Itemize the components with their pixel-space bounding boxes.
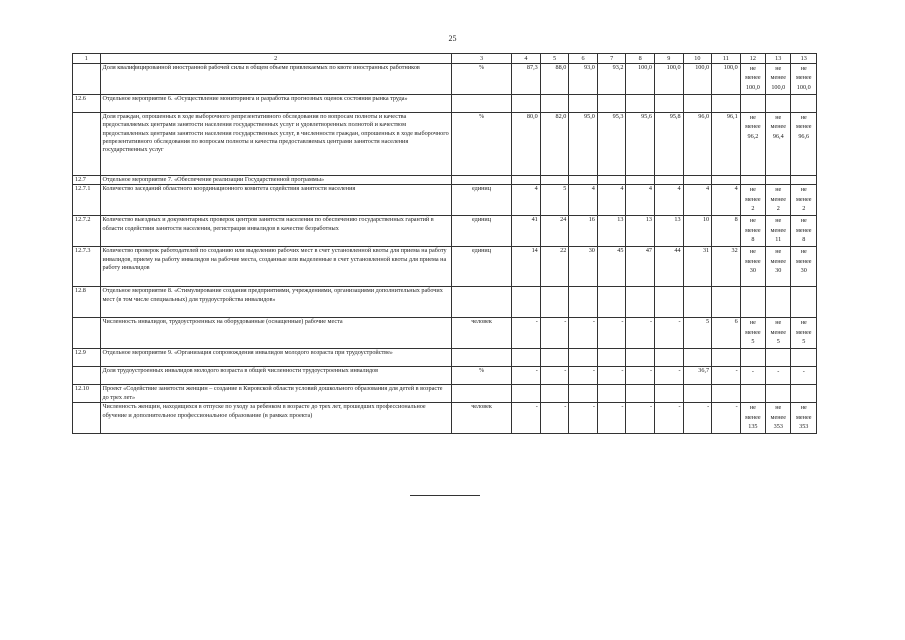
value-cell: 95,8 (655, 113, 684, 176)
value-cell: 4 (683, 185, 712, 216)
value-cell: 44 (655, 247, 684, 287)
target-line: не (749, 217, 756, 225)
target-line: 2 (776, 204, 780, 212)
value-cell: 16 (569, 216, 598, 247)
target-cell (766, 287, 791, 318)
value-cell: 47 (626, 247, 655, 287)
target-cell (766, 176, 791, 185)
target-line: менее (745, 123, 761, 131)
value-cell: 24 (540, 216, 569, 247)
unit-cell: человек (451, 403, 511, 434)
row-number: 12.8 (73, 287, 101, 318)
target-line: 96,2 (747, 132, 759, 140)
row-number: 12.10 (73, 385, 101, 403)
value-cell: 6 (712, 318, 741, 349)
target-line: 96,4 (772, 132, 784, 140)
target-line: не (749, 319, 756, 327)
indicator-row (73, 185, 817, 216)
value-cell: - (626, 318, 655, 349)
column-number-12: 12 (740, 54, 765, 64)
value-cell (683, 95, 712, 113)
section-row (73, 287, 817, 318)
unit-cell (451, 176, 511, 185)
column-number-7: 7 (597, 54, 626, 64)
indicator-row (73, 403, 817, 434)
column-number-4: 4 (512, 54, 541, 64)
indicator-name: Доля трудоустроенных инвалидов молодого возраста в общей численности трудоустроенных инвалидов (100, 367, 451, 385)
target-cell (766, 113, 791, 176)
value-cell (712, 385, 741, 403)
value-cell: 5 (540, 185, 569, 216)
value-cell: - (626, 367, 655, 385)
indicator-row (73, 216, 817, 247)
value-cell (712, 287, 741, 318)
target-line: не (775, 217, 782, 225)
target-line: 100,0 (745, 83, 760, 91)
target-cell (791, 385, 817, 403)
row-number: 12.7.3 (73, 247, 101, 287)
target-cell (740, 247, 765, 287)
target-line: менее (770, 226, 786, 234)
target-line: 135 (748, 422, 758, 430)
target-line: менее (770, 413, 786, 421)
target-line: менее (796, 195, 812, 203)
value-cell (512, 349, 541, 367)
value-cell (569, 349, 598, 367)
unit-cell: единиц (451, 185, 511, 216)
indicator-row (73, 318, 817, 349)
value-cell (655, 95, 684, 113)
value-cell: 4 (626, 185, 655, 216)
value-cell (512, 176, 541, 185)
section-row (73, 95, 817, 113)
section-row (73, 176, 817, 185)
value-cell (597, 385, 626, 403)
target-line: менее (745, 413, 761, 421)
value-cell (712, 95, 741, 113)
target-line: 2 (751, 204, 755, 212)
column-number-5: 5 (540, 54, 569, 64)
indicator-table (72, 53, 817, 434)
value-cell: 22 (540, 247, 569, 287)
target-line: - (751, 368, 754, 376)
target-cell (766, 385, 791, 403)
target-line: менее (745, 257, 761, 265)
value-cell: 95,0 (569, 113, 598, 176)
value-cell: 93,2 (597, 64, 626, 95)
target-cell (791, 113, 817, 176)
row-number: 12.7 (73, 176, 101, 185)
value-cell: - (597, 318, 626, 349)
indicator-row (73, 64, 817, 95)
value-cell (626, 385, 655, 403)
target-cell (766, 367, 791, 385)
value-cell: - (512, 367, 541, 385)
value-cell (569, 385, 598, 403)
target-line: не (775, 114, 782, 121)
value-cell: - (597, 403, 626, 434)
target-cell (740, 367, 765, 385)
value-cell: 93,0 (569, 64, 598, 95)
target-cell (791, 247, 817, 287)
target-cell (791, 95, 817, 113)
section-title: Проект «Содействие занятости женщин – создание в Кировской области условий дошкольного образования для детей в возрасте до трех лет» (100, 385, 451, 403)
target-line: 96,6 (798, 132, 810, 140)
value-cell: 100,0 (712, 64, 741, 95)
row-number (73, 113, 101, 176)
table-body (73, 64, 817, 434)
indicator-name: Численность инвалидов, трудоустроенных на оборудованные (оснащенные) рабочие места (100, 318, 451, 349)
value-cell: - (655, 403, 684, 434)
unit-cell: единиц (451, 247, 511, 287)
value-cell: 8 (712, 216, 741, 247)
value-cell (540, 176, 569, 185)
value-cell: 41 (512, 216, 541, 247)
target-line: менее (796, 123, 812, 131)
indicator-name: Количество проверок работодателей по созданию или выделению рабочих мест в счет установленной квоты для приема на работу инвалидов, приему на работу инвалидов на рабочие места, созданные или выделенные в счет установленной квоты для приема на работу инвалидов (100, 247, 451, 287)
target-cell (791, 367, 817, 385)
section-title: Отдельное мероприятие 7. «Обеспечение реализации Государственной программы» (100, 176, 451, 185)
target-line: 11 (775, 235, 782, 243)
value-cell (712, 176, 741, 185)
target-cell (740, 385, 765, 403)
target-line: 8 (751, 235, 755, 243)
target-line: менее (745, 226, 761, 234)
value-cell (540, 95, 569, 113)
unit-cell (451, 95, 511, 113)
value-cell: 31 (683, 247, 712, 287)
target-line: не (749, 248, 756, 256)
value-cell: 4 (712, 185, 741, 216)
target-line: менее (745, 195, 761, 203)
target-line: не (800, 319, 807, 327)
indicator-row (73, 113, 817, 176)
value-cell: 95,6 (626, 113, 655, 176)
target-line: менее (770, 328, 786, 336)
target-line: 5 (751, 337, 755, 345)
value-cell (683, 385, 712, 403)
target-cell (740, 113, 765, 176)
value-cell: - (683, 403, 712, 434)
value-cell (569, 176, 598, 185)
value-cell (655, 349, 684, 367)
value-cell: - (540, 403, 569, 434)
value-cell (655, 287, 684, 318)
value-cell: 100,0 (626, 64, 655, 95)
unit-cell: единиц (451, 216, 511, 247)
column-number-3: 3 (451, 54, 511, 64)
value-cell (512, 287, 541, 318)
column-number-10: 10 (683, 54, 712, 64)
target-line: 100,0 (771, 83, 786, 91)
value-cell: 4 (569, 185, 598, 216)
closing-rule (410, 495, 480, 496)
target-cell (766, 318, 791, 349)
target-line: менее (796, 328, 812, 336)
value-cell: - (655, 318, 684, 349)
value-cell (683, 287, 712, 318)
value-cell (626, 349, 655, 367)
column-number-6: 6 (569, 54, 598, 64)
target-cell (791, 176, 817, 185)
target-cell (766, 247, 791, 287)
value-cell: - (512, 318, 541, 349)
indicator-name: Доля граждан, опрошенных в ходе выборочного репрезентативного обследования по вопросам полноты и качества предоставляемых центрами занятости населения государственных услуг и удовлетворенных полнотой и качеством предоставленных центрами занятости населения государственных услуг, в численности граждан, опрошенных в ходе выборочного репрезентативного обследования по вопросам полноты и качества предоставляемых центрами занятости населения государственных услуг (100, 113, 451, 176)
target-cell (791, 185, 817, 216)
target-cell (791, 349, 817, 367)
value-cell: 13 (655, 216, 684, 247)
target-line: менее (796, 257, 812, 265)
indicator-name: Количество заседаний областного координационного комитета содействия занятости населения (100, 185, 451, 216)
value-cell: 96,1 (712, 113, 741, 176)
unit-cell (451, 385, 511, 403)
unit-cell: % (451, 113, 511, 176)
value-cell: 100,0 (683, 64, 712, 95)
target-line: не (775, 404, 782, 412)
target-cell (740, 95, 765, 113)
target-cell (740, 185, 765, 216)
target-line: менее (770, 257, 786, 265)
value-cell (569, 287, 598, 318)
target-line: менее (796, 413, 812, 421)
target-cell (740, 287, 765, 318)
value-cell: 5 (683, 318, 712, 349)
target-line: не (749, 114, 756, 121)
value-cell (540, 349, 569, 367)
value-cell (597, 95, 626, 113)
row-number (73, 367, 101, 385)
value-cell: 95,3 (597, 113, 626, 176)
value-cell: - (712, 403, 741, 434)
value-cell (626, 95, 655, 113)
value-cell: 13 (597, 216, 626, 247)
target-line: не (800, 217, 807, 225)
column-number-11: 11 (712, 54, 741, 64)
target-line: не (800, 114, 807, 121)
value-cell: - (569, 367, 598, 385)
target-cell (740, 216, 765, 247)
target-cell (740, 403, 765, 434)
indicator-name: Количество выездных и документарных проверок центров занятости населения по обеспечению государственных гарантий в области содействия занятости населения, регистрация инвалидов в качестве безработных (100, 216, 451, 247)
target-line: не (749, 65, 756, 72)
target-cell (791, 318, 817, 349)
row-number: 12.7.2 (73, 216, 101, 247)
value-cell: - (626, 403, 655, 434)
value-cell: 100,0 (655, 64, 684, 95)
value-cell: 14 (512, 247, 541, 287)
target-cell (766, 95, 791, 113)
target-cell (791, 216, 817, 247)
target-line: 5 (802, 337, 806, 345)
value-cell (626, 287, 655, 318)
target-cell (740, 349, 765, 367)
indicator-name: Доля квалифицированной иностранной рабочей силы в общем объеме привлекаемых по квоте иностранных работников (100, 64, 451, 95)
target-line: не (775, 186, 782, 194)
value-cell (655, 176, 684, 185)
target-line: - (802, 368, 805, 376)
value-cell: 32 (712, 247, 741, 287)
target-line: не (800, 186, 807, 194)
unit-cell (451, 287, 511, 318)
target-line: 30 (775, 266, 782, 274)
target-line: менее (770, 123, 786, 131)
value-cell (683, 349, 712, 367)
target-cell (766, 349, 791, 367)
value-cell: 82,0 (540, 113, 569, 176)
value-cell: 4 (655, 185, 684, 216)
unit-cell: % (451, 64, 511, 95)
target-cell (740, 318, 765, 349)
page-number: 25 (448, 34, 457, 43)
value-cell: - (655, 367, 684, 385)
value-cell: - (512, 403, 541, 434)
target-line: менее (745, 74, 761, 82)
column-number-13: 13 (766, 54, 791, 64)
target-cell (791, 287, 817, 318)
target-line: 100,0 (796, 83, 811, 91)
target-line: не (800, 65, 807, 72)
target-line: 2 (802, 204, 806, 212)
value-cell: 30 (569, 247, 598, 287)
section-row (73, 349, 817, 367)
unit-cell (451, 349, 511, 367)
section-title: Отдельное мероприятие 6. «Осуществление мониторинга и разработка прогнозных оценок состояния рынка труда» (100, 95, 451, 113)
value-cell (597, 349, 626, 367)
row-number: 12.9 (73, 349, 101, 367)
target-cell (791, 403, 817, 434)
target-line: не (775, 319, 782, 327)
value-cell: 96,0 (683, 113, 712, 176)
value-cell: 10 (683, 216, 712, 247)
column-number-9: 9 (655, 54, 684, 64)
column-number-row (73, 54, 817, 64)
value-cell (597, 176, 626, 185)
target-cell (791, 64, 817, 95)
value-cell (512, 95, 541, 113)
target-line: 8 (802, 235, 806, 243)
target-cell (766, 216, 791, 247)
target-line: не (775, 248, 782, 256)
value-cell (655, 385, 684, 403)
row-number: 12.7.1 (73, 185, 101, 216)
target-cell (740, 176, 765, 185)
target-line: менее (796, 226, 812, 234)
value-cell: 88,0 (540, 64, 569, 95)
value-cell (569, 95, 598, 113)
target-line: не (749, 186, 756, 194)
value-cell (683, 176, 712, 185)
target-line: не (800, 248, 807, 256)
unit-cell: человек (451, 318, 511, 349)
target-line: менее (770, 74, 786, 82)
row-number (73, 318, 101, 349)
column-number-2: 2 (100, 54, 451, 64)
indicator-row (73, 247, 817, 287)
value-cell: 45 (597, 247, 626, 287)
value-cell (540, 287, 569, 318)
row-number (73, 403, 101, 434)
unit-cell: % (451, 367, 511, 385)
target-line: не (749, 404, 756, 412)
section-title: Отдельное мероприятие 8. «Стимулирование создания предприятиями, учреждениями, организациями дополнительных рабочих мест (в том числе специальных) для трудоустройства инвалидов» (100, 287, 451, 318)
value-cell: 4 (512, 185, 541, 216)
indicator-row (73, 367, 817, 385)
value-cell: - (569, 403, 598, 434)
value-cell: - (712, 367, 741, 385)
column-number-14: 13 (791, 54, 817, 64)
value-cell: 36,7 (683, 367, 712, 385)
section-row (73, 385, 817, 403)
value-cell (712, 349, 741, 367)
value-cell: 13 (626, 216, 655, 247)
target-line: 5 (776, 337, 780, 345)
value-cell: - (597, 367, 626, 385)
row-number (73, 64, 101, 95)
column-number-8: 8 (626, 54, 655, 64)
target-line: не (775, 65, 782, 72)
target-line: менее (745, 328, 761, 336)
target-cell (766, 64, 791, 95)
target-cell (766, 185, 791, 216)
value-cell: 87,3 (512, 64, 541, 95)
target-line: менее (796, 74, 812, 82)
value-cell: 80,0 (512, 113, 541, 176)
value-cell (597, 287, 626, 318)
value-cell (540, 385, 569, 403)
target-cell (740, 64, 765, 95)
target-line: не (800, 404, 807, 412)
target-cell (766, 403, 791, 434)
value-cell (512, 385, 541, 403)
section-title: Отдельное мероприятие 9. «Организация сопровождения инвалидов молодого возраста при трудоустройстве» (100, 349, 451, 367)
target-line: 353 (799, 422, 809, 430)
target-line: 353 (773, 422, 783, 430)
value-cell: - (540, 367, 569, 385)
indicator-name: Численность женщин, находящихся в отпуске по уходу за ребенком в возрасте до трех лет, прошедших профессиональное обучение и дополнительное профессиональное образование (в рамках проекта) (100, 403, 451, 434)
row-number: 12.6 (73, 95, 101, 113)
target-line: - (777, 368, 780, 376)
value-cell: 4 (597, 185, 626, 216)
value-cell: - (569, 318, 598, 349)
target-line: 30 (749, 266, 756, 274)
column-number-1: 1 (73, 54, 101, 64)
value-cell (626, 176, 655, 185)
value-cell: - (540, 318, 569, 349)
target-line: 30 (800, 266, 807, 274)
target-line: менее (770, 195, 786, 203)
